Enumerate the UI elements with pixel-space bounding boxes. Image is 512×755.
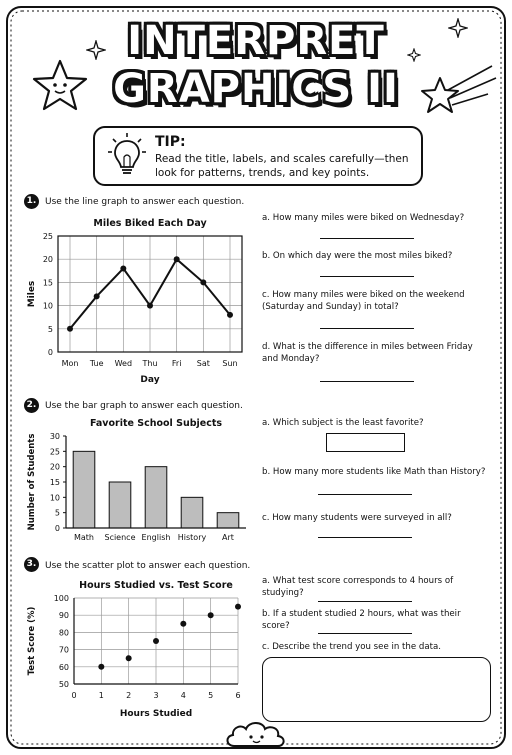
bar — [109, 482, 131, 528]
y-tick-label: 15 — [49, 478, 60, 487]
sparkle-icon — [86, 40, 106, 60]
star-face-icon — [30, 58, 90, 113]
question-1a: a. How many miles were biked on Wednesday? — [262, 213, 465, 223]
question-3c: c. Describe the trend you see in the data. — [262, 642, 441, 652]
answer-line-2c[interactable] — [318, 537, 412, 538]
y-axis-label: Number of Students — [27, 433, 37, 531]
x-tick-label: Mon — [61, 359, 79, 368]
y-axis-label: Miles — [27, 280, 37, 308]
y-tick-label: 5 — [54, 508, 60, 518]
x-tick-label: 4 — [180, 691, 186, 700]
title-line-1: INTERPRET — [127, 18, 385, 64]
x-tick-label: Sat — [196, 359, 210, 368]
x-tick-label: 2 — [126, 691, 132, 700]
x-tick-label: Science — [104, 533, 136, 542]
x-tick-label: 3 — [153, 691, 159, 700]
data-point — [120, 265, 126, 271]
x-tick-label: 5 — [208, 691, 214, 700]
question-3a: a. What test score corresponds to 4 hours of studying? — [262, 576, 454, 598]
y-axis-label: Test Score (%) — [27, 606, 37, 676]
x-tick-label: Art — [222, 533, 234, 542]
data-point — [208, 612, 214, 618]
sparkle-icon — [407, 48, 421, 62]
x-tick-label: History — [177, 533, 207, 542]
x-tick-label: Thu — [142, 359, 158, 368]
lightbulb-icon — [107, 132, 147, 178]
data-point — [235, 604, 241, 610]
y-tick-label: 90 — [58, 611, 69, 621]
y-tick-label: 15 — [42, 278, 53, 288]
x-tick-label: 6 — [235, 691, 241, 700]
y-tick-label: 60 — [58, 662, 69, 672]
answer-line-3a[interactable] — [318, 601, 412, 602]
data-point — [180, 621, 186, 627]
y-tick-label: 30 — [49, 432, 60, 441]
section-1-number: 1. — [24, 194, 39, 209]
x-axis-label: Day — [140, 375, 160, 385]
y-tick-label: 100 — [53, 594, 69, 603]
x-tick-label: Math — [73, 533, 95, 542]
answer-line-2b[interactable] — [318, 494, 412, 495]
section-2-instruction: Use the bar graph to answer each question. — [45, 401, 243, 411]
question-1c: c. How many miles were biked on the weekend (Saturday and Sunday) in total? — [262, 290, 465, 312]
bar-chart — [20, 414, 260, 549]
y-tick-label: 0 — [47, 348, 53, 357]
bar — [217, 513, 239, 528]
answer-line-1b[interactable] — [320, 276, 414, 277]
x-tick-label: English — [141, 533, 171, 542]
answer-line-3b[interactable] — [318, 633, 412, 634]
question-2b: b. How many more students like Math than History? — [262, 467, 486, 477]
y-tick-label: 20 — [42, 255, 53, 265]
section-1-instruction: Use the line graph to answer each question. — [45, 197, 245, 207]
question-2a: a. Which subject is the least favorite? — [262, 418, 424, 428]
chart-title: Miles Biked Each Day — [93, 218, 207, 229]
data-point — [174, 256, 180, 262]
shooting-star-icon — [420, 60, 500, 115]
y-tick-label: 0 — [54, 524, 60, 533]
x-tick-label: 1 — [98, 691, 104, 700]
x-tick-label: Fri — [171, 359, 182, 368]
data-point — [67, 326, 73, 332]
y-tick-label: 70 — [58, 645, 69, 655]
question-2c: c. How many students were surveyed in all? — [262, 513, 452, 523]
section-2-number: 2. — [24, 398, 39, 413]
y-tick-label: 5 — [47, 324, 53, 334]
tip-box — [93, 126, 423, 186]
y-tick-label: 20 — [49, 462, 60, 472]
bar — [73, 451, 95, 528]
data-point — [94, 293, 100, 299]
data-point — [98, 664, 104, 670]
data-point — [147, 303, 153, 309]
answer-line-1d[interactable] — [320, 381, 414, 382]
sparkle-icon — [448, 18, 468, 38]
data-point — [200, 279, 206, 285]
answer-line-1c[interactable] — [320, 328, 414, 329]
answer-box-2a[interactable] — [326, 433, 405, 452]
section-3-instruction: Use the scatter plot to answer each question. — [45, 561, 251, 571]
x-axis-label: Hours Studied — [119, 709, 193, 719]
y-tick-label: 10 — [42, 301, 53, 311]
y-tick-label: 25 — [49, 447, 60, 457]
x-tick-label: 0 — [71, 691, 77, 700]
question-1d: d. What is the difference in miles between Friday and Monday? — [262, 342, 473, 364]
tip-heading: TIP: — [155, 134, 186, 150]
y-tick-label: 10 — [49, 493, 60, 503]
x-tick-label: Wed — [114, 359, 133, 368]
section-3-number: 3. — [24, 557, 39, 572]
x-tick-label: Tue — [89, 359, 104, 368]
y-tick-label: 80 — [58, 628, 69, 638]
y-tick-label: 25 — [42, 232, 53, 241]
bar — [145, 467, 167, 528]
data-point — [153, 638, 159, 644]
data-point — [126, 655, 132, 661]
tip-text: Read the title, labels, and scales carefully—then look for patterns, trends, and key points. — [155, 153, 409, 179]
cloud-face-icon — [222, 716, 292, 752]
bar — [181, 497, 203, 528]
answer-line-1a[interactable] — [320, 238, 414, 239]
line-chart — [20, 212, 260, 392]
y-tick-label: 50 — [58, 680, 69, 689]
chart-title: Favorite School Subjects — [89, 418, 223, 429]
title-line-2: GRAPHICS II — [113, 66, 399, 112]
question-1b: b. On which day were the most miles biked? — [262, 251, 453, 261]
data-point — [227, 312, 233, 318]
question-3b: b. If a student studied 2 hours, what was their score? — [262, 609, 461, 631]
chart-title: Hours Studied vs. Test Score — [79, 580, 233, 591]
answer-box-3c[interactable] — [262, 657, 491, 722]
scatter-chart — [20, 576, 260, 724]
x-tick-label: Sun — [222, 359, 238, 368]
